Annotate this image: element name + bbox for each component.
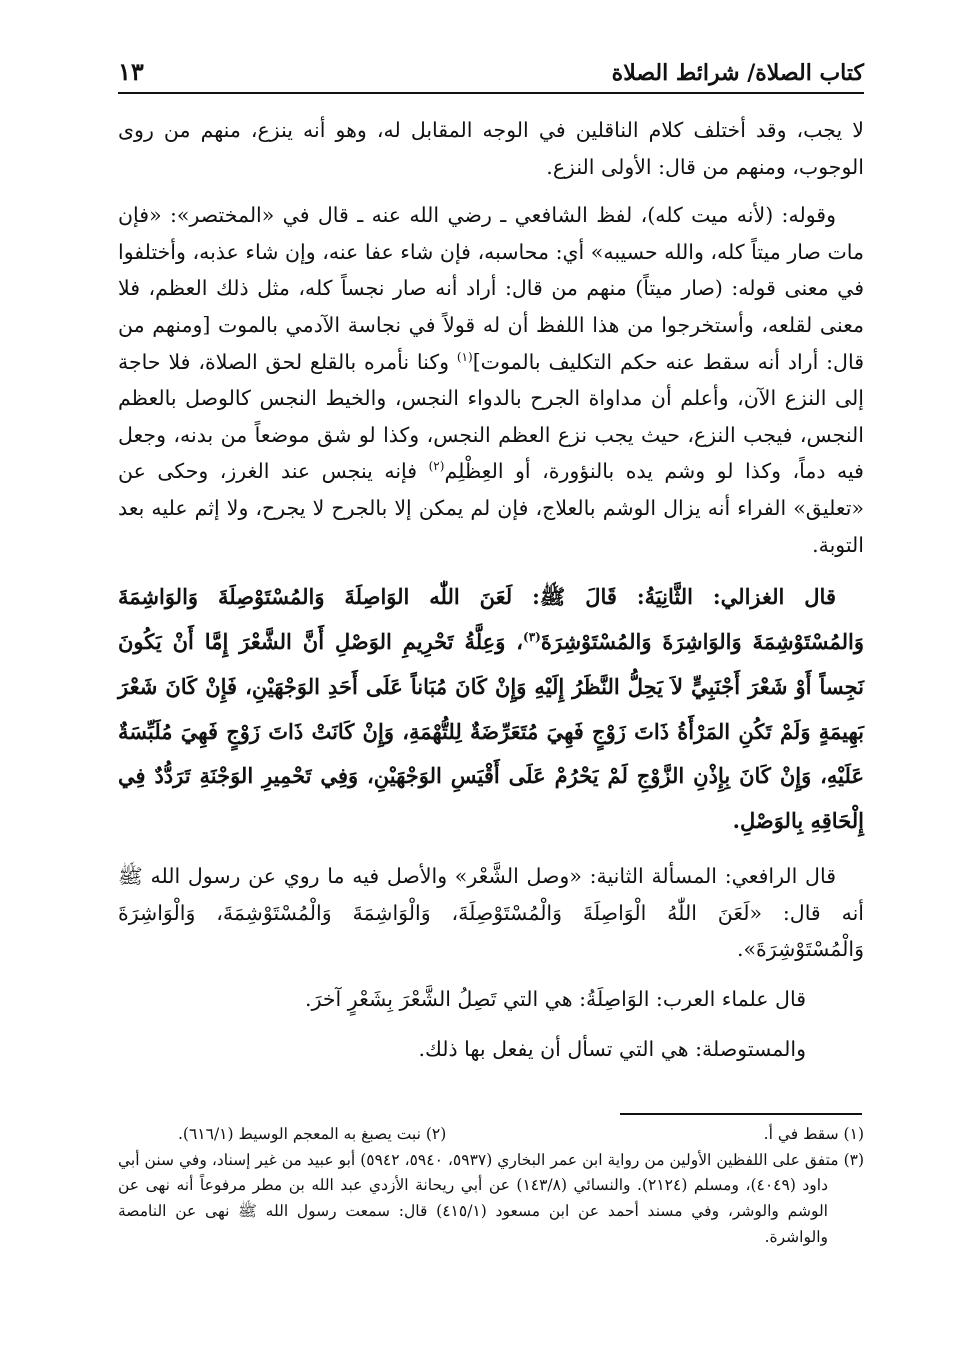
paragraph-1: لا يجب، وقد أختلف كلام الناقلين في الوجه المقابل له، وهو أنه ينزع، منهم من روى الوجوب، ومنهم من قال: الأولى النزع. [118,118,864,179]
footnote-row-1 [118,1122,864,1148]
footnote-2: (٢) نبت يصبغ به المعجم الوسيط (٦١٦/١). [178,1125,447,1143]
ghazali-text-part-1: قال الغزالي: الثَّانِيَةُ: قَالَ ﷺ: لَعَنَ اللّٰه الوَاصِلَةَ وَالمُسْتَوْصِلَةَ وَالوَاشِمَةَ وَالمُسْتَوْشِمَةَ وَالوَاشِرَةَ وَالمُسْتَوْشِرَةَ [118,584,864,654]
page-header [118,50,864,94]
paragraph-2-part-3: فإنه ينجس عند الغرز، وحكى عن «تعليق» الفراء أنه يزال الوشم بالعلاج، فإن لم يمكن إلا بالجرح لا يجرح، ولا إثم عليه بعد التوبة. [118,459,864,557]
footnote-1: (١) سقط في أ. [763,1125,864,1143]
definition-wasila: قال علماء العرب: الوَاصِلَةُ: هي التي تَصِلُ الشَّعْرَ بِشَعْرٍ آخرَ. [305,986,806,1011]
footnote-ref-2: (٢) [428,459,445,474]
footnotes [118,1122,864,1251]
ghazali-text [118,575,864,844]
footnote-ref-1: (١) [456,349,473,364]
footnote-ref-3: (٣) [523,629,541,644]
paragraph-2-part-2: وكنا نأمره بالقلع لحق الصلاة، فلا حاجة إلى النزع الآن، وأعلم أن مداواة الجرح بالدواء النجس، والخيط النجس كالوصل بالعظم النجس، فيجب النزع، حيث يجب نزع العظم النجس، وكذا لو شق موضعاً من بدنه، وجعل فيه دماً، وكذا لو وشم يده بالنؤورة، أو العِظْلِم [118,349,864,484]
footnote-3: (٣) متفق على اللفظين الأولين من رواية ابن عمر البخاري (٥٩٣٧، ٥٩٤٠، ٥٩٤٢) أبو عبيد من غير إسناد، وفي سنن أبي داود (٤٠٤٩)، ومسلم (٢١٢٤). والنسائي (١٤٣/٨) عن أبي ريحانة الأزدي عبد الله بن مطر مرفوعاً أنه نهى عن الوشم والوشر، وفي مسند أحمد عن ابن مسعود (٤١٥/١) قال: سمعت رسول الله ﷺ نهى عن النامصة والواشرة. [118,1150,865,1246]
paragraph-2-part-1: وقوله: (لأنه ميت كله)، لفظ الشافعي ـ رضي الله عنه ـ قال في «المختصر»: «فإن مات صار ميتاً كله، والله حسيبه» أي: محاسبه، فإن شاء عفا عنه، وإن شاء عذبه، وأختلفوا في معنى قوله: (صار ميتاً) منهم من قال: أراد أنه صار نجساً كله، مثل ذلك العظم، فلا معنى لقلعه، وأستخرجوا من هذا اللفظ أن له قولاً في نجاسة الآدمي بالموت [ومنهم من قال: أراد أنه سقط عنه حكم التكليف بالموت] [118,203,864,374]
main-text [118,112,864,1080]
page-number: ١٣ [118,57,144,86]
ghazali-text-part-2: ، وَعِلَّةُ تَحْرِيمِ الوَصْلِ أَنَّ الشَّعْرَ إِمَّا أَنْ يَكُونَ نَجِساً أَوْ شَعْرَ أَجْنَبِيٍّ لاَ يَحِلُّ النَّظَرُ إِلَيْهِ وَإِنْ كَانَ مُبَاناً عَلَى أَحَدِ الوَجْهَيْنِ، فَإِنْ كَانَ شَعْرَ بَهِيمَةٍ وَلَمْ تَكُنِ المَرْأَةُ ذَاتَ زَوْجٍ فَهِيَ مُتَعَرِّضَةٌ لِلتُّهْمَةِ، وَإِنْ كَانَتْ ذَاتَ زَوْجٍ فَهِيَ مُلَبِّسَةٌ عَلَيْهِ، وَإِنْ كَانَ بِإِذْنِ الزَّوْجِ لَمْ يَحْرُمْ عَلَى أَقْيَسِ الوَجْهَيْنِ، وَفِي تَحْمِيرِ الوَجْنَةِ تَرَدُّدٌ فِي إِلْحَاقِهِ بِالوَصْلِ. [118,628,864,834]
paragraph-2 [118,197,864,563]
definition-mustawsila: والمستوصلة: هي التي تسأل أن يفعل بها ذلك. [418,1036,806,1061]
rafii-text: قال الرافعي: المسألة الثانية: «وصل الشَّعْر» والأصل فيه ما روي عن رسول الله ﷺ أنه قال: «لَعَنَ اللّٰهُ الْوَاصِلَةَ وَالْمُسْتَوْصِلَةَ، وَالْوَاشِمَةَ وَالْمُسْتَوْشِمَةَ، وَالْوَاشِرَةَ وَالْمُسْتَوْشِرَةَ». [118,863,864,962]
running-title: كتاب الصلاة/ شرائط الصلاة [611,60,864,86]
footnote-divider [620,1113,862,1115]
